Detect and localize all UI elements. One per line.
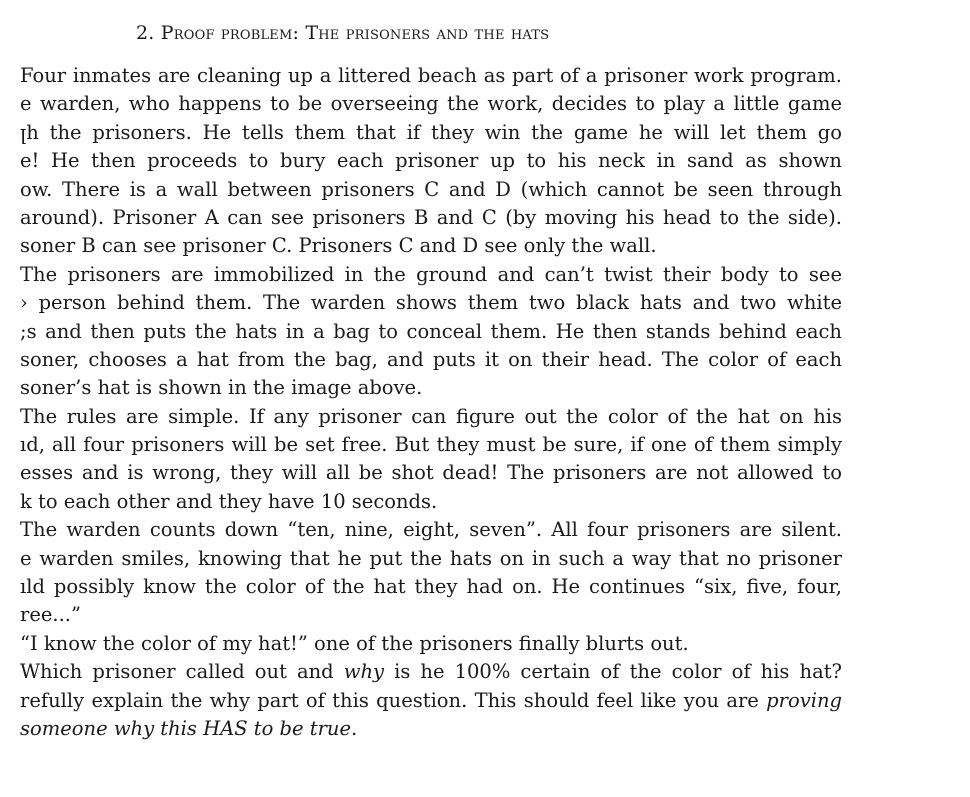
text-line: ꞁh the prisoners. He tells them that if they win the game he will let them go [20, 120, 842, 144]
text-line: e warden, who happens to be overseeing the work, decides to play a little game [20, 92, 842, 116]
problem-statement [0, 62, 842, 743]
text-line: ıld possibly know the color of the hat they had on. He continues “six, five, four, [20, 575, 842, 599]
text-line: ow. There is a wall between prisoners C and D (which cannot be seen through [20, 177, 842, 201]
text-line: soner, chooses a hat from the bag, and puts it on their head. The color of each [20, 347, 842, 371]
section-title: Proof problem: The prisoners and the hats [160, 22, 550, 44]
text-line: e! He then proceeds to bury each prisoner up to his neck in sand as shown [20, 149, 842, 173]
text-line: › person behind them. The warden shows them two black hats and two white [20, 291, 842, 315]
text-line [0, 687, 842, 715]
text-line: k to each other and they have 10 seconds. [20, 489, 438, 513]
section-number: 2. [136, 22, 155, 44]
text-line: soner’s hat is shown in the image above. [20, 376, 423, 400]
text-run: refully explain the why part of this question. This should feel like you are [20, 688, 767, 712]
text-line: Four inmates are cleaning up a littered beach as part of a prisoner work program. [20, 64, 842, 87]
text-run: is he 100% certain of the color of his hat? [384, 660, 842, 684]
emphasis: someone why this HAS to be true. [20, 716, 358, 740]
text-line: “I know the color of my hat!” one of the prisoners finally blurts out. [20, 631, 689, 655]
text-line: esses and is wrong, they will all be shot dead! The prisoners are not allowed to [20, 461, 842, 485]
emphasis: proving [766, 688, 842, 712]
text-line: The rules are simple. If any prisoner can figure out the color of the hat on his [20, 404, 842, 428]
text-line [0, 658, 842, 686]
emphasis: why [343, 660, 385, 684]
text-line: e warden smiles, knowing that he put the hats on in such a way that no prisoner [20, 546, 842, 570]
section-heading [136, 22, 549, 44]
text-line: ree...” [20, 603, 81, 627]
text-line: The prisoners are immobilized in the ground and can’t twist their body to see [20, 262, 842, 286]
text-line: ;s and then puts the hats in a bag to conceal them. He then stands behind each [20, 319, 842, 343]
text-line: soner B can see prisoner C. Prisoners C and D see only the wall. [20, 234, 657, 258]
text-run: Which prisoner called out and [20, 660, 344, 684]
text-line: The warden counts down “ten, nine, eight, seven”. All four prisoners are silent. [20, 518, 842, 542]
text-line [0, 715, 842, 743]
text-line: ıd, all four prisoners will be set free. But they must be sure, if one of them simply [20, 433, 842, 457]
text-line: around). Prisoner A can see prisoners B and C (by moving his head to the side). [20, 205, 842, 229]
